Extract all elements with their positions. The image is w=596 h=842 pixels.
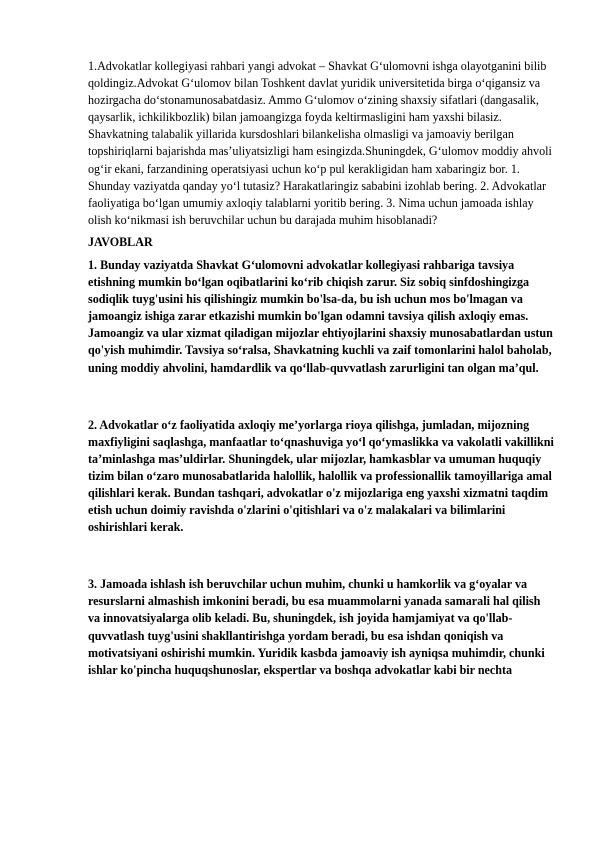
answer-1-paragraph: 1. Bunday vaziyatda Shavkat G‘ulomovni advokatlar kollegiyasi rahbariga tavsiya etishning mumkin bo‘lgan oqibatlarini ko‘rib chiqish zarur. Siz sobiq sinfdoshingizga sodiqlik tuyg'usini his qilishingiz mumkin bo'lsa-da, bu ish uchun mos bo'lmagan va jamoangiz ishiga zarar etkazishi mumkin bo'lgan odamni tavsiya qilish axloqiy emas. Jamoangiz va ular xizmat qiladigan mijozlar ehtiyojlarini shaxsiy munosabatlardan ustun qo'yish muhimdir. Tavsiya so‘ralsa, Shavkatning kuchli va zaif tomonlarini halol baholab, uning moddiy ahvolini, hamdardlik va qo‘llab-quvvatlash zarurligini tan olgan ma’qul. [88,257,553,375]
question-paragraph: 1.Advokatlar kollegiyasi rahbari yangi advokat – Shavkat G‘ulomovni ishga olayotganini bilib qoldingiz.Advokat G‘ulomov bilan Toshkent davlat yuridik universitetida birga o‘qigansiz va hozirgacha do‘stonamunosabatdasiz. Ammo G‘ulomov o‘zining shaxsiy sifatlari (dangasalik, qaysarlik, ichkilikbozlik) bilan jamoangizga foyda keltirmasligini ham yaxshi bilasiz. Shavkatning talabalik yillarida kursdoshlari bilankelisha olmasligi va jamoaviy berilgan topshiriqlarni bajarishda mas’uliyatsizligi ham esingizda.Shuningdek, G‘ulomov moddiy ahvoli og‘ir ekani, farzandining operatsiyasi uchun ko‘p pul kerakligidan ham xabaringiz bor. 1. Shunday vaziyatda qanday yo‘l tutasiz? Harakatlaringiz sababini izohlab bering. 2. Advokatlar faoliyatiga bo‘lgan umumiy axloqiy talablarni yoritib bering. 3. Nima uchun jamoada ishlay olish ko‘nikmasi ish beruvchilar uchun bu darajada muhim hisoblanadi? [88,59,552,227]
document-page [88,58,554,679]
answers-heading: JAVOBLAR [88,234,153,249]
paragraph-spacer [88,377,554,411]
answer-3-paragraph: 3. Jamoada ishlash ish beruvchilar uchun muhim, chunki u hamkorlik va g‘oyalar va resurslarni almashish imkonini beradi, bu esa muammolarni yanada samarali hal qilish va innovatsiyalarga olib keladi. Bu, shuningdek, ish joyida hamjamiyat va qo'llab-quvvatlash tuyg'usini shakllantirishga yordam beradi, bu esa ishdan qoniqish va motivatsiyani oshirishi mumkin. Yuridik kasbda jamoaviy ish ayniqsa muhimdir, chunki ishlar ko'pincha huquqshunoslar, ekspertlar va boshqa advokatlar kabi bir nechta [88,577,545,677]
paragraph-spacer [88,536,554,570]
answer-2-paragraph: 2. Advokatlar o‘z faoliyatida axloqiy me’yorlarga rioya qilishga, jumladan, mijozning maxfiyligini saqlashga, manfaatlar to‘qnashuviga yo‘l qo‘ymaslikka va vakolatli vakillikni ta’minlashga mas’uldirlar. Shuningdek, ular mijozlar, hamkasblar va umuman huquqiy tizim bilan o‘zaro munosabatlarida halollik, halollik va professionallik tamoyillariga amal qilishlari kerak. Bundan tashqari, advokatlar o'z mijozlariga eng yaxshi xizmatni taqdim etish uchun doimiy ravishda o'zlarini o'qitishlari va o'z malakalari va bilimlarini oshirishlari kerak. [88,417,554,535]
